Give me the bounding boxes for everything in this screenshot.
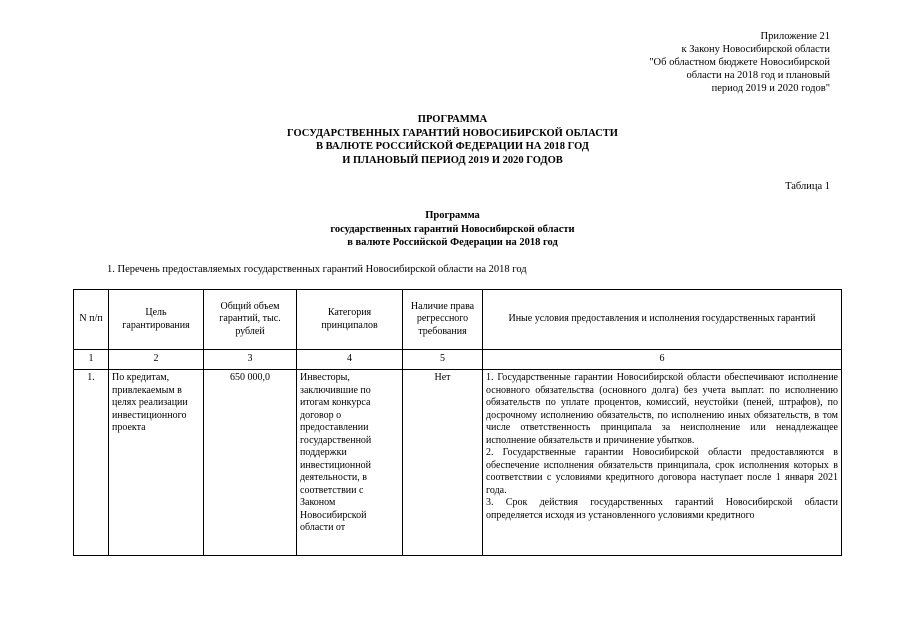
column-number: 5 bbox=[403, 350, 483, 370]
row-num: 1. bbox=[74, 370, 109, 556]
column-number: 4 bbox=[297, 350, 403, 370]
column-number: 1 bbox=[74, 350, 109, 370]
appendix-line: Приложение 21 bbox=[760, 31, 830, 42]
list-heading: 1. Перечень предоставляемых государственных гарантий Новосибирской области на 2018 год bbox=[107, 264, 527, 275]
guarantees-table bbox=[73, 289, 842, 556]
header-regress: Наличие права регрессного требования bbox=[403, 290, 483, 350]
header-category: Категория принципалов bbox=[297, 290, 403, 350]
column-number-row bbox=[74, 350, 842, 370]
header-conditions: Иные условия предоставления и исполнения государственных гарантий bbox=[483, 290, 842, 350]
subtitle-line: Программа bbox=[425, 210, 480, 221]
column-number: 3 bbox=[204, 350, 297, 370]
appendix-block bbox=[560, 30, 830, 95]
title-line: ПРОГРАММА bbox=[417, 114, 488, 125]
title-line: ГОСУДАРСТВЕННЫХ ГАРАНТИЙ НОВОСИБИРСКОЙ ОБЛАСТИ bbox=[287, 127, 618, 139]
table-number: Таблица 1 bbox=[785, 181, 830, 192]
title-line: В ВАЛЮТЕ РОССИЙСКОЙ ФЕДЕРАЦИИ НА 2018 ГОД bbox=[316, 141, 589, 152]
column-number: 2 bbox=[109, 350, 204, 370]
appendix-line: к Закону Новосибирской области bbox=[681, 44, 830, 55]
row-amount: 650 000,0 bbox=[204, 370, 297, 556]
document-title bbox=[0, 113, 905, 167]
row-purpose: По кредитам, привлекаемым в целях реализации инвестиционного проекта bbox=[109, 370, 204, 556]
appendix-line: области на 2018 год и плановый bbox=[686, 70, 830, 81]
row-conditions bbox=[483, 370, 842, 556]
title-line: И ПЛАНОВЫЙ ПЕРИОД 2019 И 2020 ГОДОВ bbox=[342, 154, 563, 166]
condition-item: 1. Государственные гарантии Новосибирской области обеспечивают исполнение основного обязательства (основного долга) без учета выплат: по исполнению обязательств по уплате процентов, комиссий, неустойки (пеней, штрафов), по досрочному исполнению обязательств, по исполнению иных обязательств, в том числе ответственность принципала за неисполнение или ненадлежащее исполнение обязательств и причинение убытков. bbox=[486, 372, 838, 446]
subtitle-line: государственных гарантий Новосибирской области bbox=[330, 223, 575, 235]
table-subtitle bbox=[0, 209, 905, 250]
table-header-row bbox=[74, 290, 842, 350]
header-purpose: Цель гарантирования bbox=[109, 290, 204, 350]
header-amount: Общий объем гарантий, тыс. рублей bbox=[204, 290, 297, 350]
column-number: 6 bbox=[483, 350, 842, 370]
row-category: Инвесторы, заключившие по итогам конкурса договор о предоставлении государственной поддержки инвестиционной деятельности, в соответствии с Законом Новосибирской области от bbox=[297, 370, 403, 556]
condition-item: 3. Срок действия государственных гарантий Новосибирской области определяется исходя из установленного условиями кредитного bbox=[486, 497, 838, 521]
appendix-line: "Об областном бюджете Новосибирской bbox=[649, 57, 830, 68]
subtitle-line: в валюте Российской Федерации на 2018 год bbox=[347, 237, 558, 248]
header-num: N п/п bbox=[74, 290, 109, 350]
condition-item: 2. Государственные гарантии Новосибирской области предоставляются в обеспечение исполнения обязательств принципала, срок исполнения которых в соответствии с условиями кредитного договора наступает после 1 января 2021 года. bbox=[486, 447, 838, 496]
table-row bbox=[74, 370, 842, 556]
appendix-line: период 2019 и 2020 годов" bbox=[711, 83, 830, 94]
row-regress: Нет bbox=[403, 370, 483, 556]
